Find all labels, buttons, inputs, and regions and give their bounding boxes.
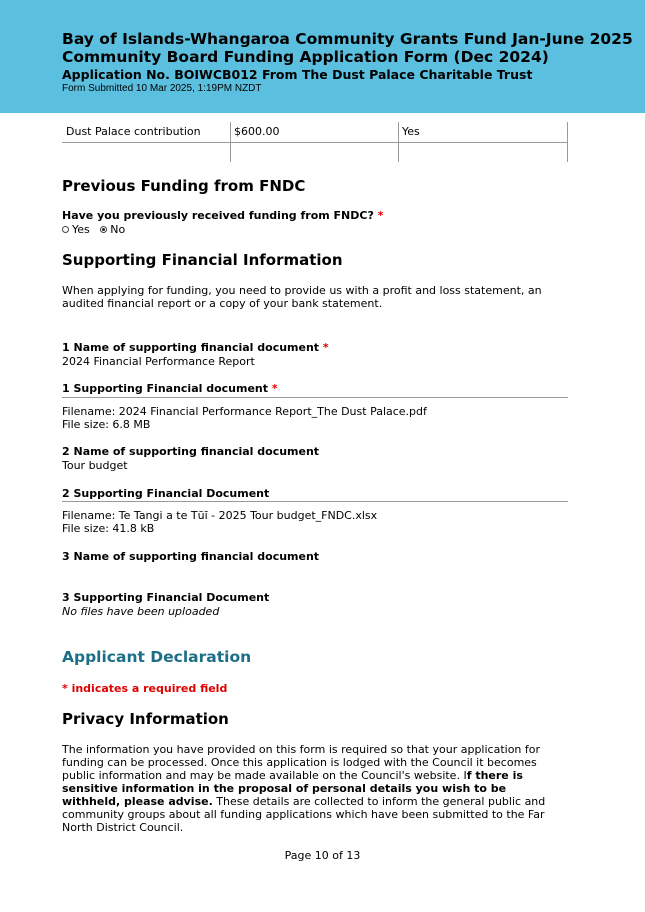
form-title: Bay of Islands-Whangaroa Community Grants Fund Jan-June 2025	[62, 30, 633, 48]
page-header	[0, 0, 645, 113]
form-subtitle: Community Board Funding Application Form (Dec 2024)	[62, 48, 549, 66]
doc2-filesize: File size: 41.8 kB	[62, 522, 155, 535]
question-text: Have you previously received funding from FNDC?	[62, 209, 374, 222]
doc2-filename[interactable]: Filename: Te Tangi a te Tūī - 2025 Tour budget_FNDC.xlsx	[62, 509, 378, 522]
doc1-file-label-text: 1 Supporting Financial document	[62, 382, 269, 395]
divider	[62, 397, 568, 398]
financial-heading: Supporting Financial Information	[62, 251, 343, 269]
divider	[62, 501, 568, 502]
previous-funding-question	[62, 209, 383, 223]
radio-yes-label: Yes	[72, 223, 90, 236]
doc3-no-files: No files have been uploaded	[62, 605, 220, 618]
submitted-timestamp: Form Submitted 10 Mar 2025, 1:19PM NZDT	[62, 83, 262, 94]
table-cell-label: Dust Palace contribution	[66, 125, 201, 138]
privacy-text	[62, 743, 568, 834]
doc1-name-label-text: 1 Name of supporting financial document	[62, 341, 320, 354]
page-number: Page 10 of 13	[284, 849, 361, 862]
doc1-name-label	[62, 341, 329, 355]
financial-intro: When applying for funding, you need to provide us with a profit and loss statement, an audited financial report or a copy of your bank statement.	[62, 284, 542, 310]
contributions-table	[62, 122, 568, 162]
required-mark: *	[377, 209, 384, 222]
doc1-filename[interactable]: Filename: 2024 Financial Performance Report_The Dust Palace.pdf	[62, 405, 427, 418]
doc3-name-label: 3 Name of supporting financial document	[62, 550, 320, 563]
doc3-file-label: 3 Supporting Financial Document	[62, 591, 270, 604]
doc1-file-label	[62, 382, 278, 396]
application-number: Application No. BOIWCB012 From The Dust Palace Charitable Trust	[62, 67, 533, 82]
doc2-file-label: 2 Supporting Financial Document	[62, 487, 270, 500]
radio-no[interactable]	[100, 226, 107, 233]
previous-funding-options	[62, 223, 125, 236]
radio-no-label: No	[110, 223, 126, 236]
declaration-heading: Applicant Declaration	[62, 648, 252, 666]
previous-funding-heading: Previous Funding from FNDC	[62, 177, 306, 195]
radio-yes[interactable]	[62, 226, 69, 233]
required-field-note: * indicates a required field	[62, 682, 228, 695]
doc1-name-value: 2024 Financial Performance Report	[62, 355, 255, 368]
table-cell-confirmed: Yes	[402, 125, 420, 138]
privacy-text-part1: The information you have provided on this form is required so that your application for funding can be processed. Once this application is lodged with the Council it becomes public information and may be made available on the Council's website. I	[62, 743, 541, 782]
required-mark: *	[322, 341, 329, 354]
doc2-name-value: Tour budget	[62, 459, 128, 472]
privacy-heading: Privacy Information	[62, 710, 229, 728]
required-mark: *	[271, 382, 278, 395]
table-cell-amount: $600.00	[234, 125, 280, 138]
doc2-name-label: 2 Name of supporting financial document	[62, 445, 320, 458]
privacy-text-part2: These details are collected to inform the general public and community groups about all funding applications which have been submitted to the Far North District Council.	[62, 795, 546, 834]
privacy-text-bold: f there is sensitive information in the proposal of personal details you wish to be withheld, please advise.	[62, 769, 523, 808]
doc1-filesize: File size: 6.8 MB	[62, 418, 151, 431]
